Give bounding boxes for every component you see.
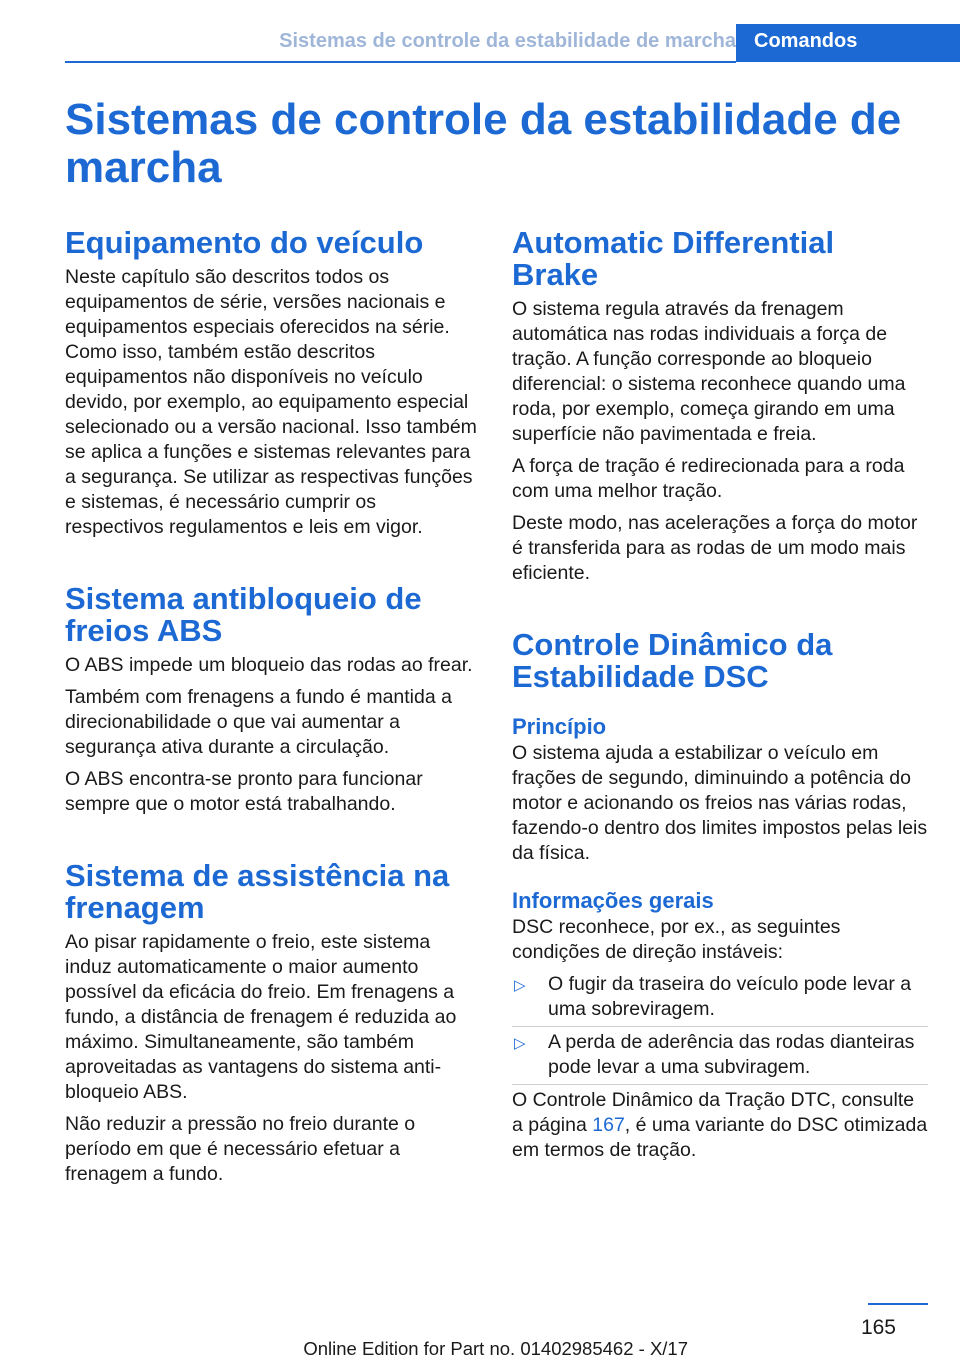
brake-assist-paragraph-2: Não reduzir a pressão no freio durante o período em que é necessário efetuar a frenagem a fundo. — [65, 1113, 416, 1185]
list-item-text: A perda de aderência das rodas dianteiras pode levar a uma subviragem. — [548, 1031, 915, 1078]
abs-paragraph-1: O ABS impede um bloqueio das rodas ao frear. — [65, 654, 473, 676]
heading-adb: Automatic Differential Brake — [512, 225, 835, 292]
adb-paragraph-1: O sistema regula através da frenagem automática nas rodas individuais a força de tração. A função corresponde ao bloqueio diferencial: o sistema reconhece quando uma roda, por exemplo, começa girando em uma superfície não pavimentada e freia. — [512, 298, 906, 445]
list-item-text: O fugir da traseira do veículo pode levar a uma sobreviragem. — [548, 973, 912, 1020]
abs-paragraph-3: O ABS encontra-se pronto para funcionar sempre que o motor está trabalhando. — [65, 768, 423, 815]
principle-paragraph: O sistema ajuda a estabilizar o veículo em frações de segundo, diminuindo a potência do motor e acionando os freios nas várias rodas, fazendo-o dentro dos limites impostos pelas leis da física. — [512, 742, 928, 864]
heading-brake-assist: Sistema de assistência na frenagem — [65, 858, 450, 925]
section-title: Sistemas de controle da estabilidade de marcha — [279, 30, 736, 52]
brake-assist-paragraph-1: Ao pisar rapidamente o freio, este sistema induz automaticamente o maior aumento possível da eficácia do freio. Em frenagens a fundo, a distância de frenagem é reduzida ao máximo. Simultaneamente, são também aproveitadas as vantagens do sistema anti-bloqueio ABS. — [65, 931, 457, 1103]
page-number: 165 — [860, 1316, 896, 1339]
chapter-tab: Comandos — [736, 24, 960, 62]
list-divider — [512, 1084, 928, 1085]
header-rule — [65, 61, 736, 63]
right-column — [512, 227, 928, 1170]
triangle-bullet-icon: ▷ — [514, 977, 526, 994]
list-item — [512, 972, 928, 1022]
general-info-paragraph: DSC reconhece, por ex., as seguintes condições de direção instáveis: — [512, 916, 841, 963]
adb-paragraph-3: Deste modo, nas acelerações a força do motor é transferida para as rodas de um modo mais eficiente. — [512, 512, 918, 584]
adb-paragraph-2: A força de tração é redirecionada para a roda com uma melhor tração. — [512, 455, 905, 502]
page-link[interactable]: 167 — [592, 1114, 625, 1136]
abs-paragraph-2: Também com frenagens a fundo é mantida a direcionabilidade o que vai aumentar a segurança ativa durante a circulação. — [65, 686, 452, 758]
dtc-paragraph: O Controle Dinâmico da Tração DTC, consulte a página 167, é uma variante do DSC otimizada em termos de tração. — [512, 1089, 928, 1161]
page-header — [0, 24, 960, 64]
condition-list — [512, 972, 928, 1080]
left-column — [65, 227, 479, 1194]
heading-abs: Sistema antibloqueio de freios ABS — [65, 581, 422, 648]
subheading-general-info: Informações gerais — [512, 888, 714, 913]
heading-equipment: Equipamento do veículo — [65, 225, 424, 260]
list-item — [512, 1030, 928, 1080]
list-divider — [512, 1026, 928, 1027]
page-title: Sistemas de controle da estabilidade de marcha — [65, 95, 902, 192]
equipment-paragraph: Neste capítulo são descritos todos os equipamentos de série, versões nacionais e equipamentos especiais oferecidos na série. Como isso, também estão descritos equipamentos não disponíveis no veículo devido, por exemplo, ao equipamento especial selecionado ou a versão nacional. Isso também se aplica a funções e sistemas relevantes para a segurança. Se utilizar as respectivas funções e sistemas, é necessário cumprir os respectivos regulamentos e leis em vigor. — [65, 266, 477, 538]
heading-dsc: Controle Dinâmico da Estabilidade DSC — [512, 627, 833, 694]
triangle-bullet-icon: ▷ — [514, 1035, 526, 1052]
footer-rule — [868, 1303, 928, 1305]
edition-footer: Online Edition for Part no. 01402985462 - X/17 — [303, 1338, 688, 1359]
subheading-principle: Princípio — [512, 714, 607, 739]
